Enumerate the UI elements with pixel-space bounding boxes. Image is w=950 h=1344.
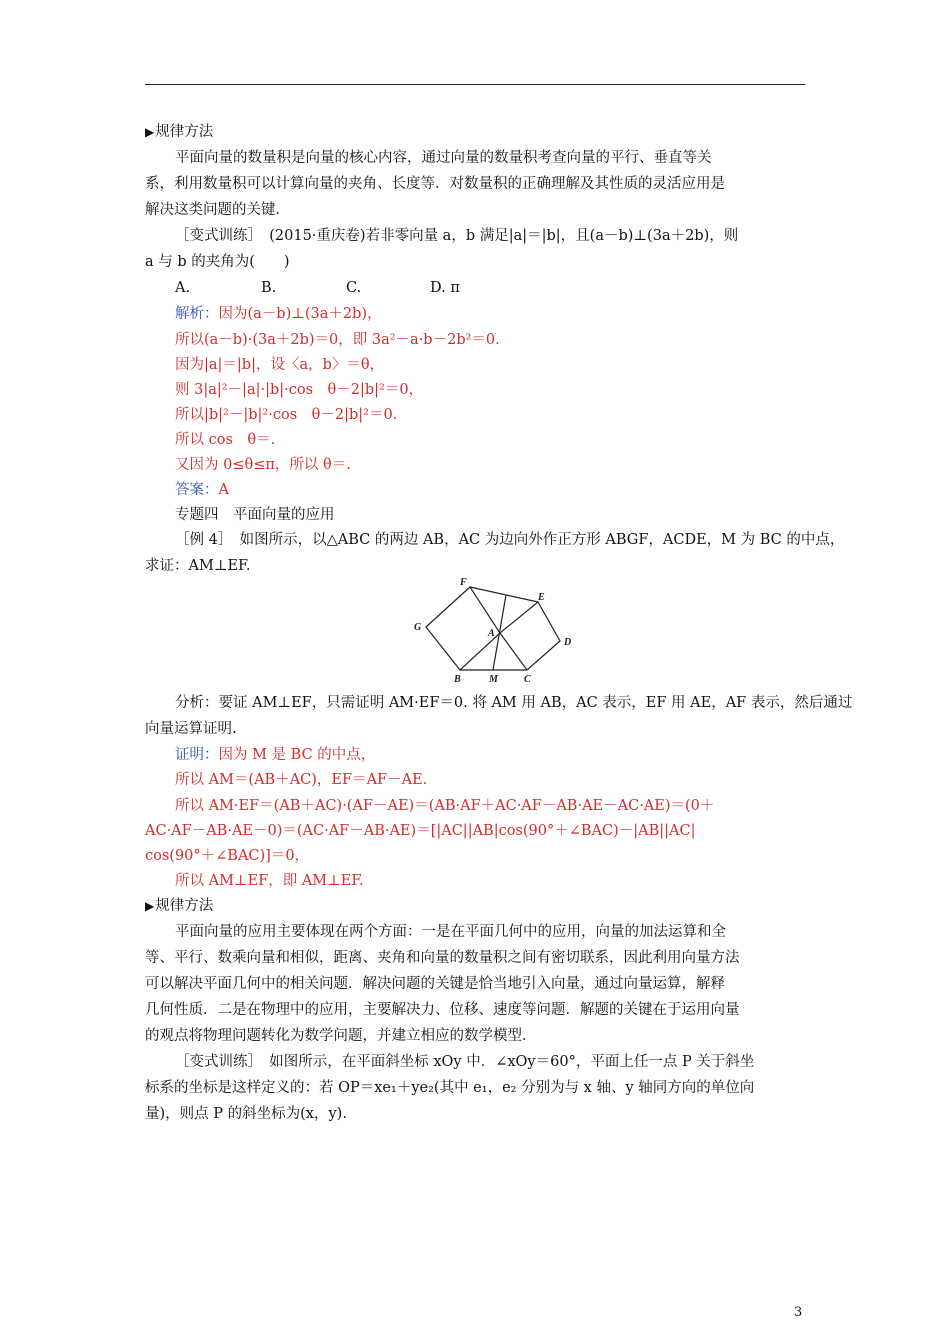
method-para-2-line: 等、平行、数乘向量和相似，距离、夹角和向量的数量积之间有密切联系，因此利用向量方法: [145, 950, 740, 966]
label-a: A: [488, 628, 495, 639]
topic-4-title: 专题四 平面向量的应用: [175, 507, 335, 523]
page-number: 3: [794, 1305, 803, 1320]
label-g: G: [414, 622, 422, 633]
square-acde: [500, 602, 560, 670]
solution-1-line: 所以 cos θ＝.: [175, 432, 276, 448]
segment-fe: [470, 587, 538, 602]
exercise-2-line: 标系的坐标是这样定义的：若 OP＝xe₁＋ye₂(其中 e₁，e₂ 分别为与 x 轴、y 轴同方向的单位向: [145, 1080, 755, 1096]
proof-line: cos(90°＋∠BAC)]＝0，: [145, 848, 310, 864]
answer-label: 答案：: [175, 482, 219, 498]
example-4-line: ［例 4］ 如图所示，以△ABC 的两边 AB，AC 为边向外作正方形 ABGF，ACDE，M 为 BC 的中点，: [175, 532, 845, 548]
analysis-line: 分析：要证 AM⊥EF，只需证明 AM·EF＝0. 将 AM 用 AB，AC 表示，EF 用 AE，AF 表示，然后通过: [175, 695, 853, 711]
solution-1-line: 则 3|a|²－|a|·|b|·cos θ－2|b|²＝0，: [175, 382, 424, 398]
label-b: B: [454, 674, 461, 685]
option-a: A.: [175, 280, 191, 296]
proof-line: 所以 AM·EF＝(AB＋AC)·(AF－AE)＝(AB·AF＋AC·AF－AB·AE－AC·AE)＝(0＋: [175, 798, 715, 814]
method-para-2-line: 的观点将物理问题转化为数学问题，并建立相应的数学模型．: [145, 1028, 537, 1044]
solution-1-line: 所以(a－b)·(3a＋2b)＝0，即 3a²－a·b－2b²＝0.: [175, 332, 500, 348]
method-heading-1: ▶规律方法: [145, 124, 214, 140]
method-para-2-line: 可以解决平面几何中的相关问题．解决问题的关键是恰当地引入向量，通过向量运算，解释: [145, 976, 725, 992]
option-c: C.: [346, 280, 362, 296]
header-rule: [145, 84, 805, 85]
answer-value: A: [218, 482, 229, 498]
proof-first-line: 证明：因为 M 是 BC 的中点，: [175, 747, 376, 763]
geometry-figure: [400, 575, 590, 685]
proof-label: 证明：: [175, 747, 219, 763]
label-f: F: [460, 577, 467, 588]
method-para-1-line: 解决这类问题的关键．: [145, 202, 290, 218]
method-para-2-line: 几何性质．二是在物理中的应用，主要解决力、位移、速度等问题．解题的关键在于运用向量: [145, 1002, 740, 1018]
exercise-2-line: ［变式训练］ 如图所示，在平面斜坐标 xOy 中．∠xOy＝60°，平面上任一点 P 关于斜坐: [175, 1054, 755, 1070]
label-e: E: [538, 592, 545, 603]
proof-line: AC·AF－AB·AE－0)＝(AC·AF－AB·AE)＝[|AC||AB|cos(90°＋∠BAC)－|AB||AC|: [145, 823, 696, 839]
solution-label: 解析：: [175, 306, 219, 322]
exercise-1-line: ［变式训练］ (2015·重庆卷)若非零向量 a，b 满足|a|＝|b|，且(a－b)⊥(3a＋2b)，则: [175, 228, 739, 244]
method-para-1-line: 系，利用数量积可以计算向量的夹角、长度等．对数量积的正确理解及其性质的灵活应用是: [145, 176, 725, 192]
proof-line: 所以 AM＝(AB＋AC)，EF＝AF－AE.: [175, 772, 428, 788]
proof-line: 所以 AM⊥EF，即 AM⊥EF.: [175, 873, 364, 889]
solution-1-line: 又因为 0≤θ≤π，所以 θ＝.: [175, 457, 351, 473]
answer-line: [175, 480, 840, 500]
label-d: D: [564, 637, 572, 648]
label-m: M: [489, 674, 498, 685]
triangle-bullet-icon: ▶: [145, 899, 155, 913]
label-c: C: [524, 674, 531, 685]
method-heading-2: ▶规律方法: [145, 898, 214, 914]
analysis-line: 向量运算证明.: [145, 721, 237, 737]
exercise-1-options: [175, 278, 840, 298]
example-4-line: 求证：AM⊥EF.: [145, 558, 251, 574]
exercise-1-line: a 与 b 的夹角为( ): [145, 254, 290, 270]
segment-am: [493, 595, 506, 670]
option-b: B.: [261, 280, 277, 296]
option-d: D. π: [430, 280, 460, 296]
solution-1-first-line: 解析：因为(a－b)⊥(3a＋2b)，: [175, 306, 382, 322]
method-para-2-line: 平面向量的应用主要体现在两个方面：一是在平面几何中的应用，向量的加法运算和全: [175, 924, 726, 940]
exercise-2-line: 量)，则点 P 的斜坐标为(x，y).: [145, 1106, 347, 1122]
solution-1-line: 因为|a|＝|b|，设〈a，b〉＝θ，: [175, 357, 385, 373]
solution-1-line: 所以|b|²－|b|²·cos θ－2|b|²＝0.: [175, 407, 398, 423]
triangle-bullet-icon: ▶: [145, 125, 155, 139]
method-para-1-line: 平面向量的数量积是向量的核心内容，通过向量的数量积考查向量的平行、垂直等关: [175, 150, 712, 166]
